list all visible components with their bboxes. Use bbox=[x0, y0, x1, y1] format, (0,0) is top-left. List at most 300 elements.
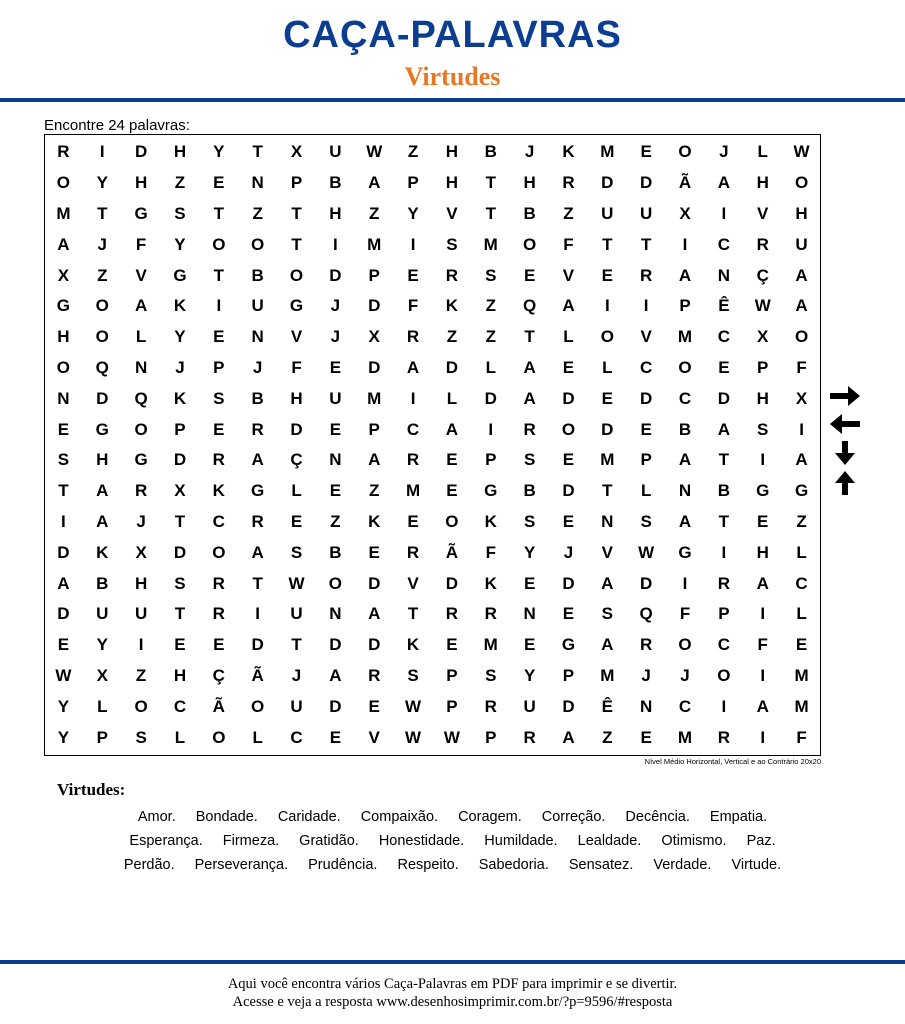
grid-cell: A bbox=[57, 234, 70, 254]
grid-cell: E bbox=[562, 450, 575, 470]
grid-cell: Y bbox=[57, 727, 70, 747]
grid-cell: S bbox=[446, 234, 458, 254]
word-list-item: Amor. bbox=[137, 809, 176, 825]
grid-cell: E bbox=[446, 635, 458, 655]
grid-cell: L bbox=[135, 327, 147, 347]
grid-cell: T bbox=[640, 234, 652, 254]
grid-cell: T bbox=[97, 203, 108, 223]
grid-cell: R bbox=[445, 604, 459, 624]
grid-cell: E bbox=[523, 635, 536, 655]
grid-cell: E bbox=[446, 481, 458, 501]
grid-cell: U bbox=[795, 234, 808, 254]
grid-cell: Y bbox=[174, 234, 186, 254]
grid-cell: I bbox=[682, 234, 688, 254]
grid-cell: M bbox=[483, 234, 498, 254]
word-list-item: Paz. bbox=[746, 833, 776, 849]
grid-cell: L bbox=[757, 142, 768, 162]
grid-cell: O bbox=[95, 327, 109, 347]
grid-cell: U bbox=[329, 388, 342, 408]
grid-cell: A bbox=[717, 419, 730, 439]
letter-grid bbox=[44, 137, 821, 753]
grid-cell: G bbox=[678, 542, 692, 562]
grid-cell: Z bbox=[485, 327, 496, 347]
grid-cell: I bbox=[488, 419, 494, 439]
word-list-item: Virtude. bbox=[731, 857, 782, 873]
grid-cell: P bbox=[757, 357, 769, 377]
grid-cell: P bbox=[485, 450, 497, 470]
grid-cell: E bbox=[718, 357, 730, 377]
grid-cell: B bbox=[96, 573, 109, 593]
grid-cell: K bbox=[368, 511, 381, 531]
grid-cell: L bbox=[446, 388, 458, 408]
word-list-item: Decência. bbox=[625, 809, 690, 825]
grid-cell: I bbox=[760, 604, 766, 624]
grid-cell: B bbox=[329, 173, 342, 193]
grid-cell: V bbox=[562, 265, 575, 285]
grid-cell: R bbox=[406, 542, 420, 562]
grid-cell: O bbox=[678, 635, 692, 655]
grid-cell: A bbox=[523, 357, 536, 377]
grid-cell: G bbox=[756, 481, 770, 501]
grid-cell: O bbox=[56, 357, 71, 377]
grid-cell: I bbox=[255, 604, 261, 624]
grid-cell: E bbox=[640, 727, 652, 747]
grid-cell: V bbox=[757, 203, 769, 223]
grid-cell: L bbox=[291, 481, 302, 501]
grid-cell: V bbox=[446, 203, 458, 223]
grid-cell: Ç bbox=[290, 450, 303, 470]
grid-cell: F bbox=[485, 542, 496, 562]
grid-cell: G bbox=[95, 419, 109, 439]
grid-cell: P bbox=[368, 265, 380, 285]
grid-cell: E bbox=[368, 696, 380, 716]
word-list-item: Prudência. bbox=[308, 857, 378, 873]
grid-cell: D bbox=[640, 173, 653, 193]
grid-cell: D bbox=[368, 296, 381, 316]
grid-cell: P bbox=[446, 696, 458, 716]
grid-cell: Z bbox=[369, 481, 380, 501]
grid-cell: H bbox=[445, 142, 459, 162]
grid-cell: S bbox=[174, 203, 186, 223]
grid-cell: M bbox=[483, 635, 498, 655]
grid-cell: C bbox=[678, 696, 692, 716]
grid-cell: G bbox=[134, 450, 148, 470]
grid-cell: K bbox=[445, 296, 459, 316]
word-list-item: Caridade. bbox=[277, 809, 341, 825]
top-divider bbox=[0, 98, 905, 102]
grid-cell: B bbox=[717, 481, 730, 501]
grid-cell: M bbox=[677, 327, 693, 347]
grid-cell: Z bbox=[446, 327, 458, 347]
grid-cell: E bbox=[601, 265, 613, 285]
grid-cell: W bbox=[366, 142, 383, 162]
grid-cell: N bbox=[640, 696, 653, 716]
grid-cell: A bbox=[795, 296, 808, 316]
grid-cell: T bbox=[407, 604, 419, 624]
grid-cell: D bbox=[445, 357, 459, 377]
grid-cell: W bbox=[55, 665, 72, 685]
grid-cell: I bbox=[721, 696, 727, 716]
grid-cell: L bbox=[252, 727, 263, 747]
grid-cell: E bbox=[407, 265, 419, 285]
arrow-left-icon bbox=[828, 412, 862, 436]
grid-cell: I bbox=[760, 665, 766, 685]
grid-cell: W bbox=[754, 296, 771, 316]
grid-cell: M bbox=[56, 203, 71, 223]
grid-cell: A bbox=[406, 357, 420, 377]
grid-cell: D bbox=[96, 388, 109, 408]
grid-cell: A bbox=[756, 696, 769, 716]
grid-cell: C bbox=[212, 511, 225, 531]
grid-cell: M bbox=[367, 388, 382, 408]
word-list-item: Humildade. bbox=[484, 833, 558, 849]
grid-cell: I bbox=[682, 573, 688, 593]
grid-cell: V bbox=[601, 542, 613, 562]
grid-cell: M bbox=[794, 696, 809, 716]
grid-cell: M bbox=[794, 665, 809, 685]
grid-cell: D bbox=[173, 542, 187, 562]
grid-cell: A bbox=[96, 481, 109, 501]
grid-cell: T bbox=[602, 481, 613, 501]
grid-cell: S bbox=[523, 511, 536, 531]
grid-cell: E bbox=[562, 357, 575, 377]
grid-cell: H bbox=[290, 388, 303, 408]
grid-cell: V bbox=[368, 727, 380, 747]
grid-cell: Y bbox=[57, 696, 70, 716]
grid-cell: O bbox=[134, 419, 148, 439]
grid-cell: D bbox=[717, 388, 730, 408]
grid-cell: A bbox=[717, 173, 730, 193]
grid-cell: B bbox=[678, 419, 692, 439]
grid-cell: P bbox=[562, 665, 575, 685]
grid-cell: R bbox=[134, 481, 148, 501]
grid-cell: N bbox=[523, 604, 536, 624]
grid-cell: F bbox=[796, 357, 807, 377]
grid-cell: Ã bbox=[212, 696, 225, 716]
grid-cell: H bbox=[134, 173, 148, 193]
grid-cell: K bbox=[484, 573, 497, 593]
grid-cell: A bbox=[368, 604, 381, 624]
grid-cell: K bbox=[406, 635, 420, 655]
grid-cell: A bbox=[134, 296, 148, 316]
grid-cell: N bbox=[57, 388, 70, 408]
grid-cell: O bbox=[794, 173, 809, 193]
grid-cell: E bbox=[407, 511, 419, 531]
grid-cell: S bbox=[290, 542, 303, 562]
grid-cell: V bbox=[407, 573, 419, 593]
grid-cell: E bbox=[640, 142, 652, 162]
grid-cell: D bbox=[601, 173, 614, 193]
grid-cell: A bbox=[601, 573, 614, 593]
grid-cell: A bbox=[756, 573, 769, 593]
grid-cell: K bbox=[96, 542, 109, 562]
word-list-item: Gratidão. bbox=[299, 833, 359, 849]
grid-cell: D bbox=[445, 573, 459, 593]
grid-cell: Z bbox=[97, 265, 108, 285]
grid-cell: Z bbox=[796, 511, 807, 531]
grid-cell: D bbox=[173, 450, 187, 470]
grid-cell: A bbox=[678, 450, 692, 470]
grid-cell: S bbox=[640, 511, 652, 531]
grid-cell: H bbox=[173, 665, 187, 685]
grid-cell: M bbox=[405, 481, 421, 501]
grid-cell: E bbox=[601, 388, 613, 408]
grid-cell: K bbox=[484, 511, 497, 531]
word-list-item: Correção. bbox=[541, 809, 606, 825]
grid-cell: R bbox=[484, 604, 497, 624]
grid-cell: Z bbox=[135, 665, 147, 685]
grid-cell: D bbox=[562, 573, 575, 593]
grid-cell: X bbox=[57, 265, 70, 285]
word-list-item: Coragem. bbox=[458, 809, 522, 825]
grid-cell: H bbox=[134, 573, 148, 593]
grid-cell: J bbox=[680, 665, 690, 685]
grid-cell: T bbox=[174, 511, 186, 531]
grid-cell: I bbox=[410, 388, 416, 408]
direction-legend bbox=[828, 384, 862, 500]
grid-cell: Z bbox=[407, 142, 419, 162]
grid-cell: W bbox=[793, 142, 810, 162]
grid-cell: L bbox=[485, 357, 496, 377]
grid-cell: K bbox=[173, 388, 187, 408]
grid-cell: A bbox=[445, 419, 459, 439]
grid-cell: H bbox=[756, 173, 769, 193]
word-list-item: Sabedoria. bbox=[478, 857, 549, 873]
grid-cell: W bbox=[443, 727, 460, 747]
grid-cell: S bbox=[601, 604, 613, 624]
grid-cell: E bbox=[213, 173, 225, 193]
grid-cell: Y bbox=[213, 142, 225, 162]
grid-cell: A bbox=[57, 573, 70, 593]
grid-cell: A bbox=[562, 296, 575, 316]
grid-cell: Q bbox=[523, 296, 537, 316]
grid-cell: E bbox=[329, 357, 342, 377]
grid-cell: B bbox=[523, 481, 536, 501]
word-list-line bbox=[0, 809, 905, 825]
level-note: Nível Médio Horizontal, Vertical e ao Contrário 20x20 bbox=[644, 757, 821, 766]
grid-cell: N bbox=[329, 450, 342, 470]
grid-cell: Z bbox=[369, 203, 380, 223]
grid-cell: N bbox=[134, 357, 148, 377]
grid-cell: V bbox=[290, 327, 303, 347]
grid-cell: A bbox=[368, 173, 381, 193]
grid-cell: W bbox=[405, 696, 422, 716]
grid-cell: F bbox=[679, 604, 691, 624]
grid-cell: R bbox=[445, 265, 459, 285]
word-list-item: Firmeza. bbox=[222, 833, 280, 849]
word-list-item: Sensatez. bbox=[568, 857, 634, 873]
grid-cell: A bbox=[678, 511, 692, 531]
grid-cell: F bbox=[757, 635, 768, 655]
grid-cell: H bbox=[756, 388, 769, 408]
grid-cell: B bbox=[329, 542, 342, 562]
grid-cell: R bbox=[523, 727, 536, 747]
grid-cell: R bbox=[406, 327, 420, 347]
grid-cell: J bbox=[330, 296, 341, 316]
grid-cell: X bbox=[135, 542, 147, 562]
grid-cell: Q bbox=[95, 357, 109, 377]
grid-cell: I bbox=[643, 296, 649, 316]
grid-cell: R bbox=[523, 419, 536, 439]
grid-cell: P bbox=[718, 604, 730, 624]
grid-cell: Q bbox=[639, 604, 653, 624]
grid-cell: R bbox=[484, 696, 497, 716]
grid-cell: E bbox=[368, 542, 380, 562]
grid-cell: X bbox=[368, 327, 380, 347]
grid-cell: Z bbox=[330, 511, 341, 531]
grid-cell: A bbox=[601, 635, 614, 655]
grid-cell: E bbox=[523, 573, 536, 593]
word-list-item: Honestidade. bbox=[378, 833, 465, 849]
grid-cell: T bbox=[718, 511, 730, 531]
grid-cell: T bbox=[524, 327, 535, 347]
grid-cell: S bbox=[485, 665, 497, 685]
grid-cell: G bbox=[134, 203, 148, 223]
grid-cell: O bbox=[251, 234, 265, 254]
grid-cell: H bbox=[795, 203, 808, 223]
grid-cell: O bbox=[523, 234, 537, 254]
grid-cell: L bbox=[97, 696, 108, 716]
word-list-item: Lealdade. bbox=[577, 833, 642, 849]
grid-cell: N bbox=[251, 327, 264, 347]
grid-cell: E bbox=[446, 450, 458, 470]
grid-cell: C bbox=[640, 357, 653, 377]
grid-cell: R bbox=[717, 573, 730, 593]
grid-cell: I bbox=[99, 142, 105, 162]
grid-cell: H bbox=[523, 173, 536, 193]
grid-cell: H bbox=[96, 450, 109, 470]
grid-cell: M bbox=[600, 142, 615, 162]
grid-cell: D bbox=[251, 635, 264, 655]
grid-cell: O bbox=[134, 696, 148, 716]
grid-cell: B bbox=[484, 142, 497, 162]
grid-cell: S bbox=[523, 450, 536, 470]
grid-cell: R bbox=[251, 419, 264, 439]
grid-cell: X bbox=[795, 388, 808, 408]
word-list-heading: Virtudes: bbox=[57, 780, 126, 799]
grid-cell: M bbox=[677, 727, 693, 747]
word-list-item: Empatia. bbox=[709, 809, 768, 825]
grid-cell: O bbox=[289, 265, 304, 285]
grid-cell: C bbox=[406, 419, 420, 439]
grid-cell: H bbox=[756, 542, 769, 562]
grid-cell: W bbox=[288, 573, 305, 593]
grid-cell: B bbox=[523, 203, 536, 223]
grid-cell: T bbox=[291, 234, 302, 254]
word-list-item: Otimismo. bbox=[661, 833, 727, 849]
grid-cell: C bbox=[717, 234, 730, 254]
grid-cell: P bbox=[368, 419, 380, 439]
grid-cell: J bbox=[330, 327, 341, 347]
grid-cell: T bbox=[291, 203, 302, 223]
grid-cell: T bbox=[213, 265, 224, 285]
grid-cell: J bbox=[641, 665, 651, 685]
grid-cell: D bbox=[640, 388, 653, 408]
grid-cell: E bbox=[57, 419, 70, 439]
grid-cell: U bbox=[290, 696, 303, 716]
grid-cell: F bbox=[135, 234, 147, 254]
grid-cell: A bbox=[251, 450, 264, 470]
grid-cell: S bbox=[213, 388, 225, 408]
grid-cell: A bbox=[96, 511, 109, 531]
grid-cell: D bbox=[368, 357, 381, 377]
grid-cell: U bbox=[601, 203, 614, 223]
grid-cell: Ç bbox=[212, 665, 225, 685]
grid-cell: M bbox=[600, 450, 615, 470]
grid-cell: Ê bbox=[601, 696, 613, 716]
grid-cell: C bbox=[678, 388, 692, 408]
grid-cell: R bbox=[212, 450, 225, 470]
grid-cell: H bbox=[57, 327, 70, 347]
grid-cell: H bbox=[329, 203, 342, 223]
grid-cell: S bbox=[57, 450, 70, 470]
grid-cell: L bbox=[563, 327, 574, 347]
grid-cell: A bbox=[251, 542, 264, 562]
grid-cell: E bbox=[290, 511, 303, 531]
grid-cell: G bbox=[56, 296, 71, 316]
grid-cell: Ã bbox=[251, 665, 264, 685]
grid-cell: T bbox=[174, 604, 186, 624]
grid-cell: Y bbox=[523, 542, 536, 562]
grid-cell: O bbox=[328, 573, 342, 593]
grid-cell: J bbox=[252, 357, 263, 377]
grid-cell: C bbox=[717, 327, 730, 347]
grid-cell: J bbox=[291, 665, 302, 685]
grid-cell: C bbox=[795, 573, 808, 593]
grid-cell: E bbox=[57, 635, 70, 655]
grid-cell: R bbox=[640, 265, 653, 285]
grid-cell: D bbox=[329, 696, 342, 716]
grid-cell: S bbox=[757, 419, 769, 439]
grid-cell: X bbox=[290, 142, 303, 162]
grid-cell: I bbox=[61, 511, 66, 531]
grid-cell: X bbox=[96, 665, 108, 685]
grid-cell: G bbox=[173, 265, 187, 285]
word-list-item: Verdade. bbox=[653, 857, 712, 873]
grid-cell: N bbox=[329, 604, 342, 624]
grid-cell: Ã bbox=[678, 173, 692, 193]
grid-cell: R bbox=[57, 142, 70, 162]
grid-cell: E bbox=[757, 511, 769, 531]
footer-text-line-1: Aqui você encontra vários Caça-Palavras em PDF para imprimir e se divertir. bbox=[227, 976, 678, 992]
grid-cell: D bbox=[601, 419, 614, 439]
grid-cell: D bbox=[562, 388, 575, 408]
grid-cell: O bbox=[794, 327, 809, 347]
grid-cell: T bbox=[602, 234, 613, 254]
grid-cell: L bbox=[174, 727, 186, 747]
grid-cell: T bbox=[213, 203, 224, 223]
grid-cell: D bbox=[484, 388, 497, 408]
grid-cell: U bbox=[329, 142, 342, 162]
grid-cell: I bbox=[138, 635, 144, 655]
grid-cell: G bbox=[561, 635, 576, 655]
grid-cell: A bbox=[523, 388, 536, 408]
grid-cell: O bbox=[212, 542, 226, 562]
grid-cell: I bbox=[604, 296, 610, 316]
grid-cell: A bbox=[562, 727, 575, 747]
grid-cell: O bbox=[717, 665, 731, 685]
grid-cell: U bbox=[134, 604, 148, 624]
grid-cell: O bbox=[212, 727, 226, 747]
grid-cell: R bbox=[640, 635, 653, 655]
grid-cell: I bbox=[760, 450, 766, 470]
grid-cell: F bbox=[796, 727, 807, 747]
grid-cell: D bbox=[290, 419, 303, 439]
grid-cell: F bbox=[291, 357, 302, 377]
grid-cell: I bbox=[721, 203, 727, 223]
grid-cell: O bbox=[561, 419, 576, 439]
grid-cell: R bbox=[562, 173, 575, 193]
